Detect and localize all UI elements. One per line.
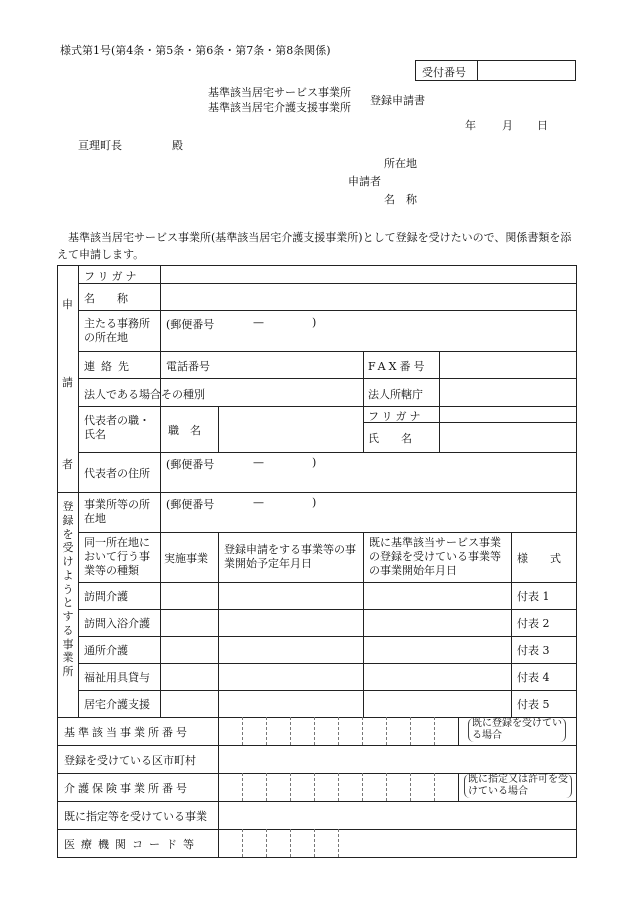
- corp-type-label: 法人である場合その種別: [84, 388, 205, 401]
- bottom-3-label: 介護保険事業所番号: [64, 782, 190, 795]
- side-applicant-2: 請: [62, 376, 73, 389]
- rep-name-label: 氏 名: [368, 432, 412, 445]
- application-table: [57, 265, 577, 858]
- date-year: 年: [465, 119, 476, 132]
- service-4-name: 福祉用具貸与: [84, 671, 150, 684]
- postal-close-1: ): [312, 316, 317, 329]
- side-applicant-3: 者: [62, 458, 73, 471]
- postal-close-3: ): [312, 496, 317, 509]
- title-line1: 基準該当居宅サービス事業所: [208, 86, 351, 99]
- rep-addr-label: 代表者の住所: [84, 467, 150, 480]
- main-office-label: 主たる事務所の所在地: [84, 317, 150, 344]
- service-3-name: 通所介護: [84, 644, 128, 657]
- position-label: 職 名: [168, 424, 201, 437]
- form-header: 様 式: [517, 552, 561, 565]
- side-office-label: 登 録 を 受 け よ う と す る 事 業 所: [62, 500, 74, 678]
- addressee-honorific: 殿: [172, 139, 183, 152]
- existing-header: 既に基準該当サービス事業の登録を受けている事業等の事業開始年月日: [369, 536, 501, 577]
- title-line2: 基準該当居宅介護支援事業所: [208, 101, 351, 114]
- receipt-number-box: [415, 60, 576, 81]
- postal-close-2: ): [312, 456, 317, 469]
- start-header: 登録申請をする事業等の事業開始予定年月日: [224, 543, 356, 570]
- postal-dash-3: —: [253, 496, 264, 509]
- bottom-2-label: 登録を受けている区市町村: [64, 754, 196, 767]
- service-2-name: 訪問入浴介護: [84, 617, 150, 630]
- bottom-1-note: 既に登録を受けている場合: [468, 718, 566, 742]
- tel-label: 電話番号: [166, 360, 210, 373]
- service-5-form: 付表 5: [517, 698, 550, 711]
- applicant-address-label: 所在地: [384, 157, 417, 170]
- addressee-name: 亘理町長: [78, 139, 122, 152]
- side-applicant-1: 申: [62, 298, 73, 311]
- applicant-name-label: 名 称: [384, 193, 417, 206]
- furigana2-label: フリガナ: [368, 410, 424, 423]
- name-label: 名 称: [84, 292, 128, 305]
- receipt-number-label: 受付番号: [422, 66, 466, 79]
- postal-label-3: (郵便番号: [166, 498, 215, 511]
- office-addr-label: 事業所等の所在地: [84, 498, 150, 525]
- service-4-form: 付表 4: [517, 671, 550, 684]
- contact-label: 連絡先: [84, 360, 135, 373]
- service-1-form: 付表 1: [517, 590, 550, 603]
- intro-text: 基準該当居宅サービス事業所(基準該当居宅介護支援事業所)として登録を受けたいので、関係書類を添えて申請します。: [57, 231, 572, 261]
- furigana-label: フリガナ: [84, 270, 140, 283]
- bottom-1-label: 基準該当事業所番号: [64, 726, 190, 739]
- rep-label: 代表者の職・氏名: [84, 414, 150, 441]
- postal-dash-1: —: [253, 316, 264, 329]
- service-2-form: 付表 2: [517, 617, 550, 630]
- bottom-5-label: 医療機関コード等: [64, 838, 200, 851]
- date-day: 日: [537, 119, 548, 132]
- bottom-3-note: 既に指定又は許可を受けている場合: [464, 774, 572, 798]
- applicant-label: 申請者: [348, 175, 381, 188]
- service-3-form: 付表 3: [517, 644, 550, 657]
- service-5-name: 居宅介護支援: [84, 698, 150, 711]
- postal-label-1: (郵便番号: [166, 318, 215, 331]
- bottom-4-label: 既に指定等を受けている事業: [64, 810, 207, 823]
- title-suffix: 登録申請書: [370, 94, 425, 107]
- date-month: 月: [502, 119, 513, 132]
- service-kind-header: 同一所在地において行う事業等の種類: [84, 536, 150, 577]
- service-1-name: 訪問介護: [84, 590, 128, 603]
- form-number: 様式第1号(第4条・第5条・第6条・第7条・第8条関係): [60, 44, 331, 57]
- postal-label-2: (郵便番号: [166, 458, 215, 471]
- impl-header: 実施事業: [164, 552, 208, 565]
- postal-dash-2: —: [253, 456, 264, 469]
- fax-label: FAX番号: [368, 360, 428, 373]
- corp-office-label: 法人所轄庁: [368, 388, 423, 401]
